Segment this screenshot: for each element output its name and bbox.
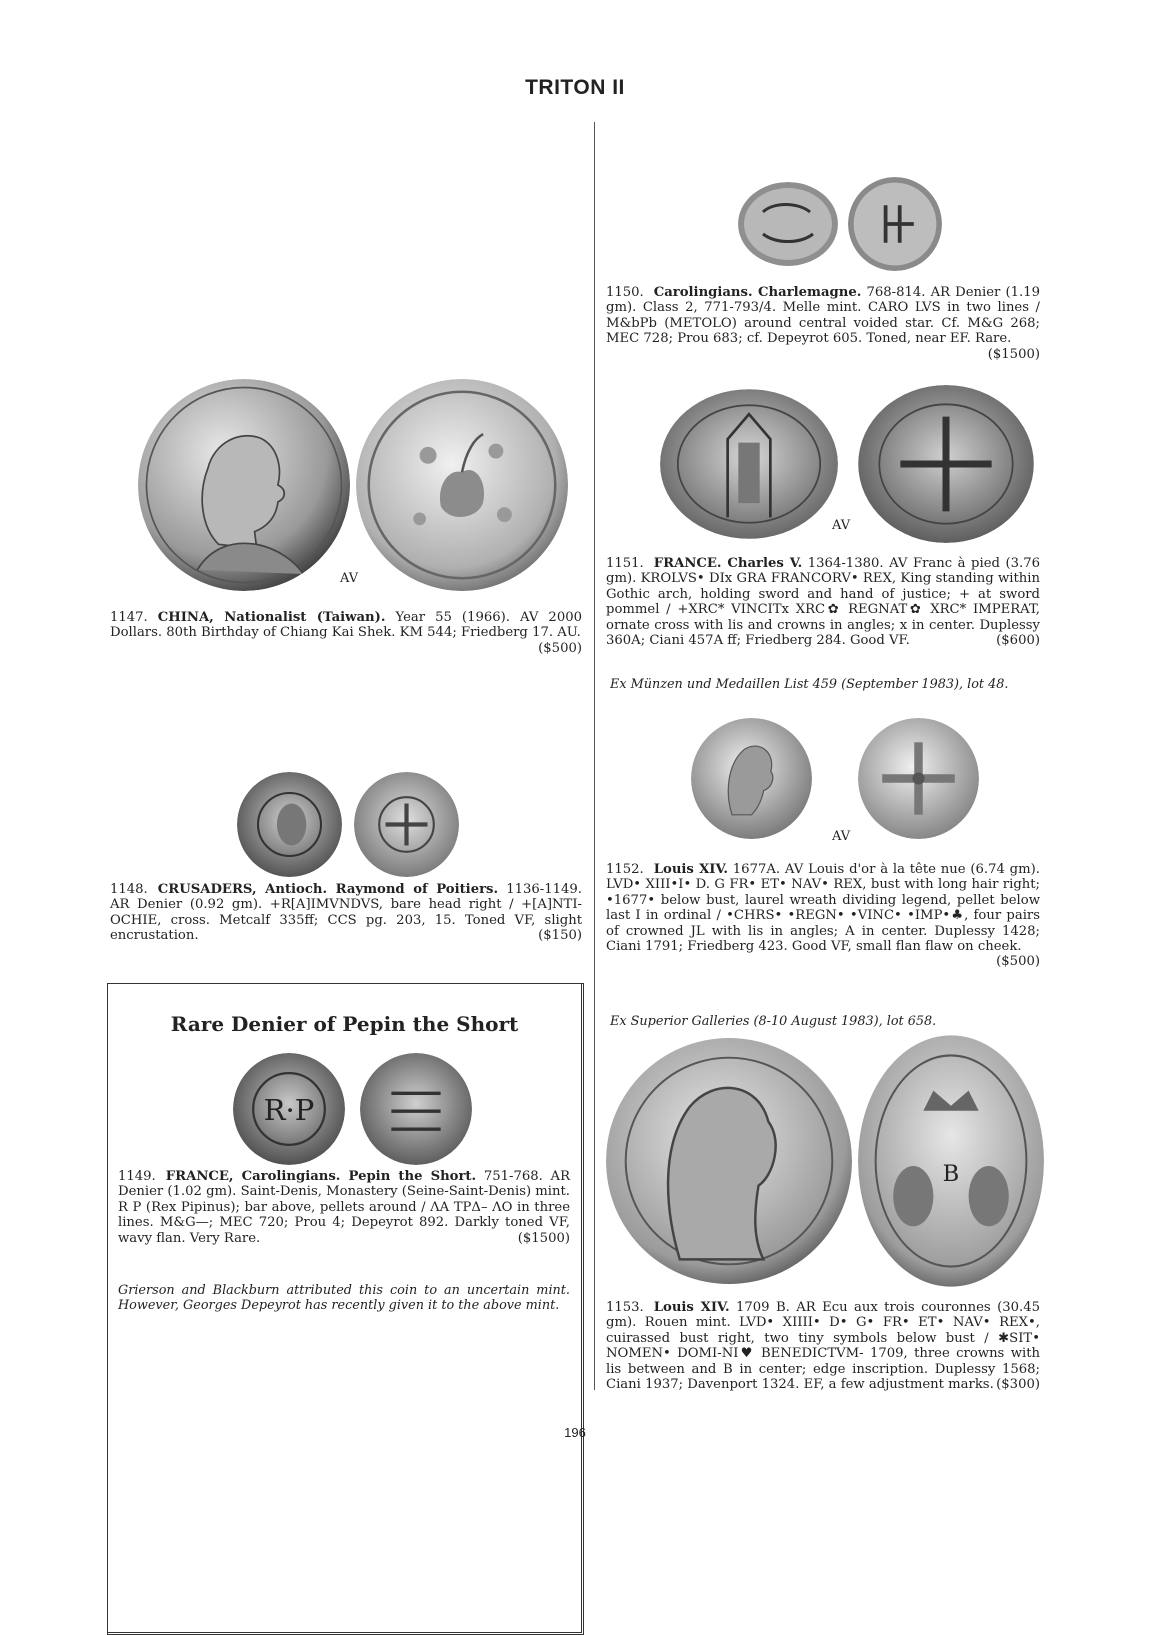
coin-1153-reverse-image: [858, 1034, 1044, 1288]
coin-1151-reverse-image: [858, 385, 1034, 543]
lot-title: CRUSADERS, Antioch. Raymond of Poitiers.: [157, 882, 499, 897]
coin-1148-reverse-image: [354, 772, 459, 877]
lot-price: ($1500): [987, 346, 1040, 362]
coin-1150-reverse-image: [848, 177, 942, 271]
lot-1147-description: [110, 610, 582, 656]
lot-number: 1147.: [110, 610, 148, 625]
coin-1149-reverse-image: [360, 1053, 472, 1165]
coin-1150-obverse-image: [738, 182, 838, 266]
lot-number: 1148.: [110, 882, 148, 897]
lot-1151-description: [606, 556, 1040, 648]
coin-1147-obverse-image: [138, 379, 350, 591]
feature-box-note: Grierson and Blackburn attributed this coin to an uncertain mint. However, Georges Depeyrot has recently given it to the above mint.: [118, 1283, 570, 1313]
lot-text: 1136-1149. AR Denier (0.92 gm). +R[A]IMVNDVS, bare head right / +[A]NTI-OCHIE, cross. Metcalf 335ff; CCS pg. 203, 15. Toned VF, slight encrustation.: [110, 882, 582, 944]
provenance-1152: Ex Superior Galleries (8-10 August 1983), lot 658.: [610, 1014, 937, 1029]
coin-1152-obverse-image: [691, 718, 812, 839]
lot-price: ($300): [996, 1377, 1040, 1393]
av-label-1151: AV: [832, 518, 851, 533]
column-divider: [594, 122, 595, 1390]
lot-price: ($500): [996, 954, 1040, 970]
lot-text: 1677A. AV Louis d'or à la tête nue (6.74 gm). LVD• XIII•I• D. G FR• ET• NAV• REX, bust with long hair right; •1677• below bust, laurel wreath dividing legend, pellet below last I in ordinal / •CHRS• •REGN• •VINC• •IMP•♣, four pairs of crowned JL with lis in angles; A in center. Duplessy 1428; Ciani 1791; Friedberg 423. Good VF, small flan flaw on cheek.: [606, 862, 1040, 955]
lot-title: Carolingians. Charlemagne.: [653, 285, 862, 300]
lot-title: FRANCE. Charles V.: [653, 556, 803, 571]
coin-1153-obverse-image: [606, 1034, 852, 1288]
lot-1153-description: [606, 1300, 1040, 1392]
lot-title: Louis XIV.: [653, 1300, 730, 1315]
coin-1148-obverse-image: [237, 772, 342, 877]
lot-1150-description: [606, 285, 1040, 362]
lot-price: ($600): [996, 633, 1040, 649]
lot-1152-description: [606, 862, 1040, 970]
page-header: TRITON II: [525, 76, 625, 99]
coin-1149-obverse-image: [233, 1053, 345, 1165]
lot-text: Year 55 (1966). AV 2000 Dollars. 80th Birthday of Chiang Kai Shek. KM 544; Friedberg 17. AU.: [110, 610, 582, 641]
lot-number: 1152.: [606, 862, 644, 877]
lot-number: 1149.: [118, 1169, 156, 1184]
feature-box-title: Rare Denier of Pepin the Short: [170, 1012, 519, 1036]
page-number: 196: [564, 1425, 586, 1440]
lot-price: ($500): [538, 640, 582, 656]
lot-number: 1151.: [606, 556, 644, 571]
lot-number: 1153.: [606, 1300, 644, 1315]
lot-text: 751-768. AR Denier (1.02 gm). Saint-Denis, Monastery (Seine-Saint-Denis) mint. R P (Rex Pipinus); bar above, pellets around / ΛΑ ΤΡΔ– ΛΟ in three lines. M&G—; MEC 720; Prou 4; Depeyrot 892. Darkly toned VF, wavy flan. Very Rare.: [118, 1169, 571, 1246]
lot-number: 1150.: [606, 285, 644, 300]
lot-1149-description: [118, 1169, 570, 1246]
lot-text: 1709 B. AR Ecu aux trois couronnes (30.45 gm). Rouen mint. LVD• XIIII• D• G• FR• ET• NAV• REX•, cuirassed bust right, two tiny symbols below bust / ✱SIT• NOMEN• DOMI-NI♥ BENEDICTVM- 1709, three crowns with lis between and B in center; edge inscription. Duplessy 1568; Ciani 1937; Davenport 1324. EF, a few adjustment marks.: [606, 1300, 1040, 1393]
lot-title: CHINA, Nationalist (Taiwan).: [157, 610, 386, 625]
lot-text: 768-814. AR Denier (1.19 gm). Class 2, 771-793/4. Melle mint. CARO LVS in two lines / M&bPb (METOLO) around central voided star. Cf. M&G 268; MEC 728; Prou 683; cf. Depeyrot 605. Toned, near EF. Rare.: [606, 285, 1040, 347]
svg-text:B: B: [942, 1161, 960, 1188]
lot-1148-description: [110, 882, 582, 944]
coin-1152-reverse-image: [858, 718, 979, 839]
lot-text: 1364-1380. AV Franc à pied (3.76 gm). KROLVS• DIx GRA FRANCORV• REX, King standing within Gothic arch, holding sword and hand of justice; + at sword pommel / +XRC* VINCITx XRC✿ REGNAT✿ XRC* IMPERAT, ornate cross with lis and crowns in angles; x in center. Duplessy 360A; Ciani 457A ff; Friedberg 284. Good VF.: [606, 556, 1040, 649]
lot-title: Louis XIV.: [653, 862, 728, 877]
av-label-1147: AV: [340, 571, 359, 586]
av-label-1152: AV: [832, 829, 851, 844]
svg-text:R·P: R·P: [263, 1093, 315, 1128]
lot-price: ($150): [538, 928, 582, 944]
lot-price: ($1500): [517, 1230, 570, 1246]
lot-title: FRANCE, Carolingians. Pepin the Short.: [165, 1169, 477, 1184]
provenance-1151: Ex Münzen und Medaillen List 459 (September 1983), lot 48.: [610, 677, 1009, 692]
coin-1151-obverse-image: [660, 389, 838, 539]
coin-1147-reverse-image: [356, 379, 568, 591]
